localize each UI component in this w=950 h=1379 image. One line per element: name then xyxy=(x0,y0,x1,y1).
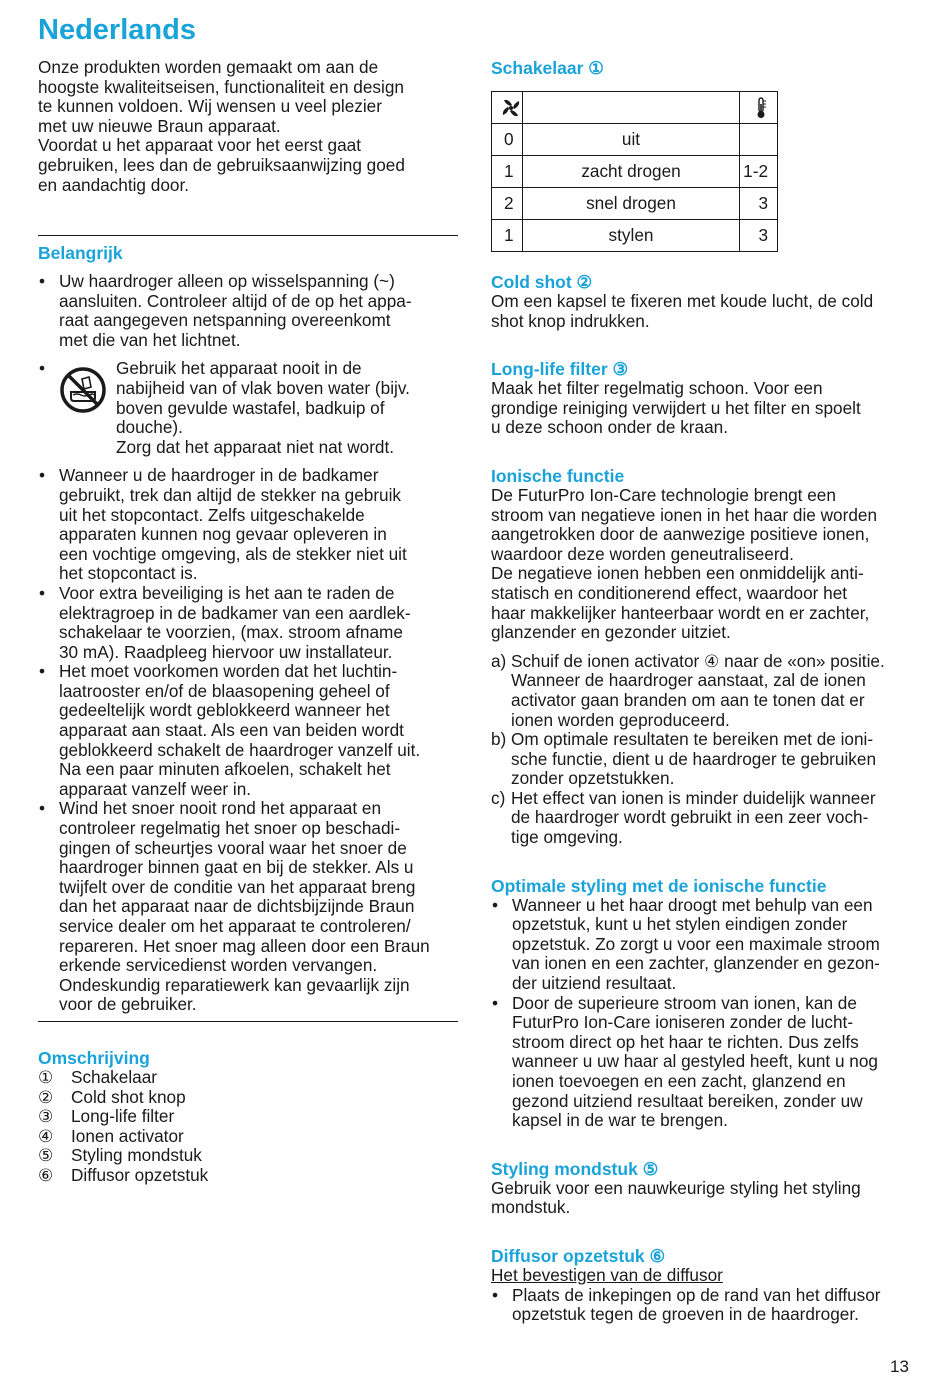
text-line: De negatieve ionen hebben een onmiddelijk anti- xyxy=(491,563,864,584)
text-line: gingen of scheurtjes vooral waar het snoer de xyxy=(59,837,407,858)
text-line: Ondeskundig reparatiewerk kan gevaarlijk zijn xyxy=(59,974,410,995)
text-line: service dealer om het apparaat te controleren/ xyxy=(59,916,411,936)
text-line: gezond uitziend resultaat bereiken, zonder uw xyxy=(512,1090,863,1111)
list-item xyxy=(38,1068,458,1088)
bullet-marker: • xyxy=(492,894,499,915)
table-row xyxy=(492,220,778,252)
section-heading: Schakelaar ① xyxy=(491,58,604,78)
table-cell: 3 xyxy=(740,188,778,220)
text-line: haar makkelijker hanteerbaar wordt en er zachter, xyxy=(491,602,870,623)
list-item xyxy=(38,1127,458,1147)
table-cell: stylen xyxy=(523,220,740,252)
text-line: apparaat vanzelf weer in. xyxy=(59,778,252,799)
text-line: met die van het lichtnet. xyxy=(59,329,241,350)
text-line: gedeeltelijk wordt geblokkeerd wanneer het xyxy=(59,700,390,721)
text-line: aangetrokken door de aanwezige positieve ionen, xyxy=(491,524,870,545)
table-cell: 0 xyxy=(492,124,523,156)
text-line: Het moet voorkomen worden dat het luchtin- xyxy=(59,661,398,682)
list-item xyxy=(38,1146,458,1166)
text-line: laatrooster en/of de blaasopening geheel of xyxy=(59,680,390,701)
item-number: ④ xyxy=(38,1125,54,1146)
list-item xyxy=(38,1166,458,1186)
text-line: stroom direct op het haar te richten. Dus zelfs xyxy=(512,1031,859,1052)
text-line: Om optimale resultaten te bereiken met de ioni- xyxy=(511,729,874,750)
page-title: Nederlands xyxy=(38,14,196,46)
fan-icon xyxy=(500,97,522,119)
list-item xyxy=(38,584,458,662)
list-item xyxy=(491,896,911,994)
text-line: Door de superieure stroom van ionen, kan de xyxy=(512,992,857,1013)
section-heading: Belangrijk xyxy=(38,243,123,263)
text-line: een vochtige omgeving, als de stekker niet uit xyxy=(59,543,407,564)
text-line: tige omgeving. xyxy=(511,827,623,848)
bullet-marker: • xyxy=(39,465,46,486)
no-water-warning-icon xyxy=(58,365,108,415)
item-label: Styling mondstuk xyxy=(71,1145,202,1166)
item-number: ③ xyxy=(38,1106,54,1127)
text-line: wanneer u uw haar al gestyled heeft, kunt u nog xyxy=(512,1051,878,1072)
table-cell: 2 xyxy=(492,188,523,220)
text-line: Voordat u het apparaat voor het eerst gaat xyxy=(38,135,361,156)
item-label: Ionen activator xyxy=(71,1125,184,1146)
table-cell: snel drogen xyxy=(523,188,740,220)
thermometer-icon xyxy=(754,96,768,120)
text-line: sche functie, dient u de haardroger te gebruiken xyxy=(511,748,876,769)
text-line: Uw haardroger alleen op wisselspanning (~) xyxy=(59,271,395,291)
text-line: haardroger binnen gaat en bij de stekker. Als u xyxy=(59,857,414,878)
section-divider xyxy=(38,1021,458,1022)
text-line: stroom van negatieve ionen in het haar die worden xyxy=(491,504,878,525)
text-line: te kunnen voldoen. Wij wensen u veel plezier xyxy=(38,96,382,117)
item-label: c) xyxy=(491,787,506,808)
table-cell: 1 xyxy=(492,220,523,252)
table-cell: 1-2 xyxy=(740,156,778,188)
item-number: ⑥ xyxy=(38,1164,54,1185)
list-item xyxy=(38,1088,458,1108)
table-header-row xyxy=(492,92,778,124)
list-item xyxy=(38,662,458,799)
text-line: erkende servicedienst worden vervangen. xyxy=(59,955,378,976)
text-line: Maak het filter regelmatig schoon. Voor een xyxy=(491,378,823,399)
text-line: ionen toevoegen en een zacht, glanzend en xyxy=(512,1071,846,1091)
text-line: hoogste kwaliteitseisen, functionaliteit en design xyxy=(38,76,404,97)
text-line: Om een kapsel te fixeren met koude lucht, de cold xyxy=(491,291,874,311)
item-label: Cold shot knop xyxy=(71,1086,186,1107)
section-heading: Styling mondstuk ⑤ xyxy=(491,1158,659,1179)
table-cell: zacht drogen xyxy=(523,156,740,188)
text-line: FuturPro Ion-Care ioniseren zonder de lucht- xyxy=(512,1012,854,1033)
text-line: zonder opzetstukken. xyxy=(511,768,675,789)
section-heading: Diffusor opzetstuk ⑥ xyxy=(491,1245,666,1266)
item-label: Schakelaar xyxy=(71,1067,157,1087)
text-line: Wind het snoer nooit rond het apparaat en xyxy=(59,798,382,819)
section-divider xyxy=(38,235,458,236)
item-label: b) xyxy=(491,729,507,750)
text-line: elektragroep in de badkamer van een aardlek- xyxy=(59,602,411,623)
table-row xyxy=(492,124,778,156)
text-line: raat aangegeven netspanning overeenkomt xyxy=(59,310,391,331)
text-line: glanzender en gezonder uitziet. xyxy=(491,622,731,643)
subheading: Het bevestigen van de diffusor xyxy=(491,1264,723,1285)
text-line: douche). xyxy=(116,417,183,438)
schakelaar-heading-block xyxy=(491,58,911,78)
text-line: De FuturPro Ion-Care technologie brengt een xyxy=(491,484,836,505)
text-line: Wanneer u het haar droogt met behulp van een xyxy=(512,894,873,915)
text-line: geblokkeerd schakelt de haardroger vanzelf uit. xyxy=(59,739,421,760)
text-line: Zorg dat het apparaat niet nat wordt. xyxy=(116,436,395,457)
text-line: shot knop indrukken. xyxy=(491,310,650,331)
text-line: twijfelt over de conditie van het apparaat breng xyxy=(59,876,416,897)
section-heading: Optimale styling met de ionische functie xyxy=(491,875,827,896)
list-item xyxy=(38,799,458,1015)
text-line: mondstuk. xyxy=(491,1197,571,1218)
text-line: ionen worden geproduceerd. xyxy=(511,709,730,730)
belangrijk-section xyxy=(38,243,458,1015)
text-line: Voor extra beveiliging is het aan te raden de xyxy=(59,582,395,603)
text-line: opzetstuk, kunt u het stylen eindigen zonder xyxy=(512,914,848,935)
text-line: gebruikt, trek dan altijd de stekker na gebruik xyxy=(59,484,402,505)
table-cell: 1 xyxy=(492,156,523,188)
text-line: Plaats de inkepingen op de rand van het diffusor xyxy=(512,1284,881,1305)
text-line: Gebruik voor een nauwkeurige styling het styling xyxy=(491,1177,861,1198)
text-line: repareren. Het snoer mag alleen door een Braun xyxy=(59,935,430,956)
list-item xyxy=(491,652,911,730)
list-item xyxy=(491,789,911,848)
table-row xyxy=(492,188,778,220)
list-item xyxy=(38,466,458,584)
text-line: schakelaar te voorzien, (max. stroom afname xyxy=(59,622,403,643)
list-item xyxy=(38,1107,458,1127)
text-line: Het effect van ionen is minder duidelijk wanneer xyxy=(511,787,876,808)
text-line: de haardroger wordt gebruikt in een zeer voch- xyxy=(511,807,869,828)
list-item xyxy=(491,1286,911,1325)
text-line: statisch en conditionerend effect, waardoor het xyxy=(491,582,848,603)
item-label: Long-life filter xyxy=(71,1106,175,1127)
text-line: boven gevulde wastafel, badkuip of xyxy=(116,397,385,418)
text-line: kapsel in de war te brengen. xyxy=(512,1110,728,1131)
table-cell xyxy=(740,124,778,156)
list-item xyxy=(491,994,911,1131)
table-cell: uit xyxy=(523,124,740,156)
text-line: der uitziend resultaat. xyxy=(512,973,677,994)
right-column-text xyxy=(491,272,911,1325)
bullet-marker: • xyxy=(39,358,46,379)
table-cell: 3 xyxy=(740,220,778,252)
list-item xyxy=(491,730,911,789)
bullet-marker: • xyxy=(39,582,46,603)
table-cell xyxy=(740,92,778,124)
text-line: Schuif de ionen activator ④ naar de «on» positie. xyxy=(511,650,885,671)
bullet-marker: • xyxy=(39,271,46,291)
page-number: 13 xyxy=(890,1357,909,1376)
text-line: Wanneer u de haardroger in de badkamer xyxy=(59,465,379,486)
text-line: u deze schoon onder de kraan. xyxy=(491,417,728,438)
section-heading: Long-life filter ③ xyxy=(491,359,629,380)
item-label: a) xyxy=(491,650,507,671)
text-line: het stopcontact is. xyxy=(59,563,198,584)
text-line: Onze produkten worden gemaakt om aan de xyxy=(38,57,379,77)
bullet-marker: • xyxy=(492,1284,499,1305)
list-item xyxy=(38,272,458,350)
bullet-marker: • xyxy=(39,661,46,682)
text-line: nabijheid van of vlak boven water (bijv. xyxy=(116,377,410,398)
text-line: controleer regelmatig het snoer op beschadi- xyxy=(59,818,401,839)
item-number: ① xyxy=(38,1067,54,1087)
text-line: Wanneer de haardroger aanstaat, zal de ionen xyxy=(511,670,866,691)
text-line: Gebruik het apparaat nooit in de xyxy=(116,358,362,379)
text-line: en aandachtig door. xyxy=(38,174,189,195)
text-line: gebruiken, lees dan de gebruiksaanwijzing goed xyxy=(38,154,405,175)
switch-table xyxy=(491,91,778,252)
section-heading: Omschrijving xyxy=(38,1048,150,1068)
text-line: grondige reiniging verwijdert u het filter en spoelt xyxy=(491,397,861,418)
omschrijving-section xyxy=(38,1048,458,1186)
text-line: Na een paar minuten afkoelen, schakelt het xyxy=(59,759,391,780)
text-line: met uw nieuwe Braun apparaat. xyxy=(38,115,281,136)
table-cell xyxy=(523,92,740,124)
table-row xyxy=(492,156,778,188)
bullet-marker: • xyxy=(492,992,499,1013)
item-number: ⑤ xyxy=(38,1145,54,1166)
text-line: 30 mA). Raadpleeg hiervoor uw installateur. xyxy=(59,641,393,662)
table-cell xyxy=(492,92,523,124)
text-line: dan het apparaat naar de dichtsbijzijnde Braun xyxy=(59,896,415,917)
text-line: opzetstuk tegen de groeven in de haardroger. xyxy=(512,1304,859,1325)
item-label: Diffusor opzetstuk xyxy=(71,1164,209,1185)
text-line: voor de gebruiker. xyxy=(59,994,197,1015)
item-number: ② xyxy=(38,1086,54,1107)
section-heading: Ionische functie xyxy=(491,465,625,486)
list-item xyxy=(38,359,458,457)
text-line: apparaat aan staat. Als een van beiden wordt xyxy=(59,720,404,741)
intro-text xyxy=(38,58,458,195)
text-line: van ionen en een zachter, glanzender en gezon- xyxy=(512,953,880,974)
section-heading: Cold shot ② xyxy=(491,272,593,292)
text-line: activator gaan branden om aan te tonen dat er xyxy=(511,689,865,710)
text-line: uit het stopcontact. Zelfs uitgeschakelde xyxy=(59,504,365,525)
text-line: apparaten kunnen nog gevaar opleveren in xyxy=(59,524,387,545)
text-line: opzetstuk. Zo zorgt u voor een maximale stroom xyxy=(512,933,880,954)
text-line: aansluiten. Controleer altijd of de op het appa- xyxy=(59,290,412,311)
bullet-marker: • xyxy=(39,798,46,819)
text-line: waardoor deze worden geneutraliseerd. xyxy=(491,543,794,564)
